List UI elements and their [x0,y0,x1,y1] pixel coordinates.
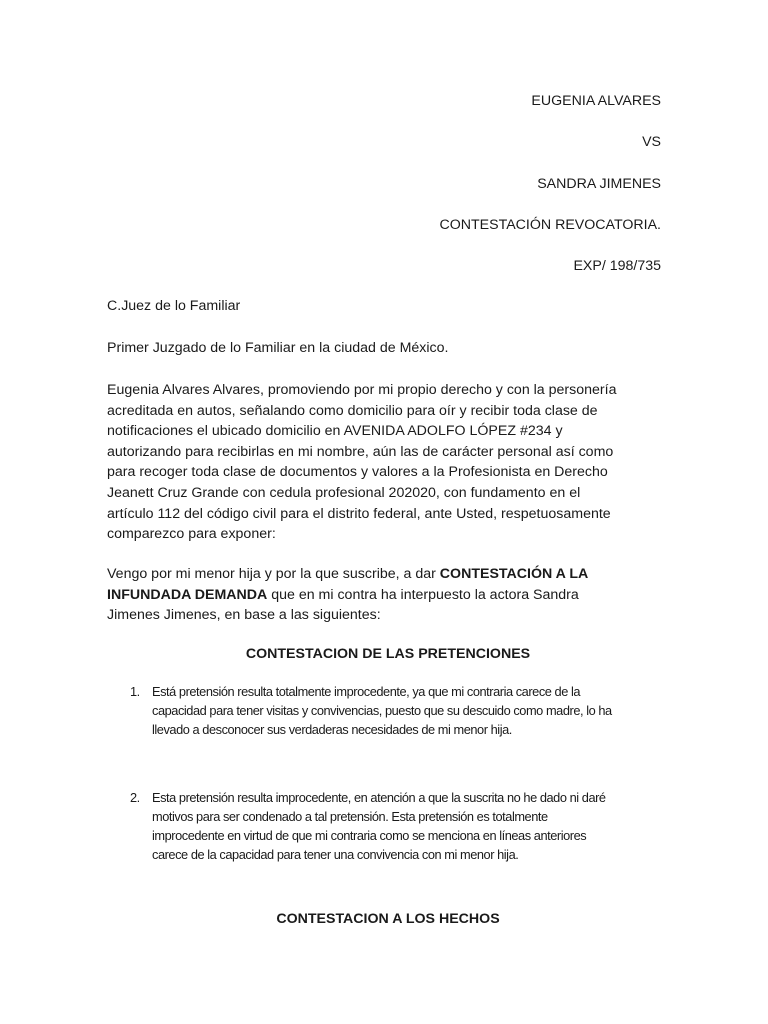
section-title-pretensiones: CONTESTACION DE LAS PRETENCIONES [245,646,531,662]
addressee-judge: C.Juez de lo Familiar [107,298,241,314]
list-item-text [152,788,606,864]
header-expediente: EXP/ 198/735 [573,258,661,274]
vengo-paragraph [107,564,667,626]
list-item-line: Está pretensión resulta totalmente improcedente, ya que mi contraria carece de la [152,684,581,699]
list-item-line: improcedente en virtud de que mi contraria como se menciona en líneas anteriores [152,828,587,843]
intro-line: artículo 112 del código civil para el distrito federal, ante Usted, respetuosamente [107,505,611,522]
list-item-line: capacidad para tener visitas y convivencias, puesto que su descuido como madre, lo ha [152,703,612,718]
vengo-text: Vengo por mi menor hija y por la que suscribe, a dar [107,566,440,582]
header-party1: EUGENIA ALVARES [531,93,661,109]
header-doc-type: CONTESTACIÓN REVOCATORIA. [439,217,661,233]
list-item-text [152,682,612,739]
vengo-text: que en mi contra ha interpuesto la actora Sandra [267,586,579,603]
header-vs: VS [642,134,661,150]
intro-line: acreditada en autos, señalando como domicilio para oír y recibir toda clase de [107,402,598,419]
intro-line: para recoger toda clase de documentos y valores a la Profesionista en Derecho [107,464,608,481]
intro-line: Jeanett Cruz Grande con cedula profesional 202020, con fundamento en el [107,484,581,501]
list-item-line: carece de la capacidad para tener una convivencia con mi menor hija. [152,847,519,862]
list-item-number: 2. [130,790,140,805]
vengo-line-1 [107,564,667,585]
vengo-line-2 [107,585,667,606]
addressee-court: Primer Juzgado de lo Familiar en la ciudad de México. [107,340,449,356]
list-item-number: 1. [130,684,140,699]
vengo-line-3: Jimenes Jimenes, en base a las siguientes: [107,607,381,624]
vengo-emphasis: INFUNDADA DEMANDA [107,586,268,603]
header-party2: SANDRA JIMENES [537,176,661,192]
intro-line: Eugenia Alvares Alvares, promoviendo por mi propio derecho y con la personería [107,382,617,398]
list-item-line: Esta pretensión resulta improcedente, en atención a que la suscrita no he dado ni daré [152,790,606,805]
section-title-hechos: CONTESTACION A LOS HECHOS [276,911,500,927]
vengo-emphasis: CONTESTACIÓN A LA [439,566,589,582]
intro-line: notificaciones el ubicado domicilio en AVENIDA ADOLFO LÓPEZ #234 y [107,423,563,440]
intro-line: autorizando para recibirlas en mi nombre, aún las de carácter personal así como [107,443,614,460]
list-item-line: llevado a desconocer sus verdaderas necesidades de mi menor hija. [152,722,512,737]
list-item-line: motivos para ser condenado a tal pretensión. Esta pretensión es totalmente [152,809,548,824]
intro-paragraph [107,380,667,545]
intro-line: comparezco para exponer: [107,526,276,543]
